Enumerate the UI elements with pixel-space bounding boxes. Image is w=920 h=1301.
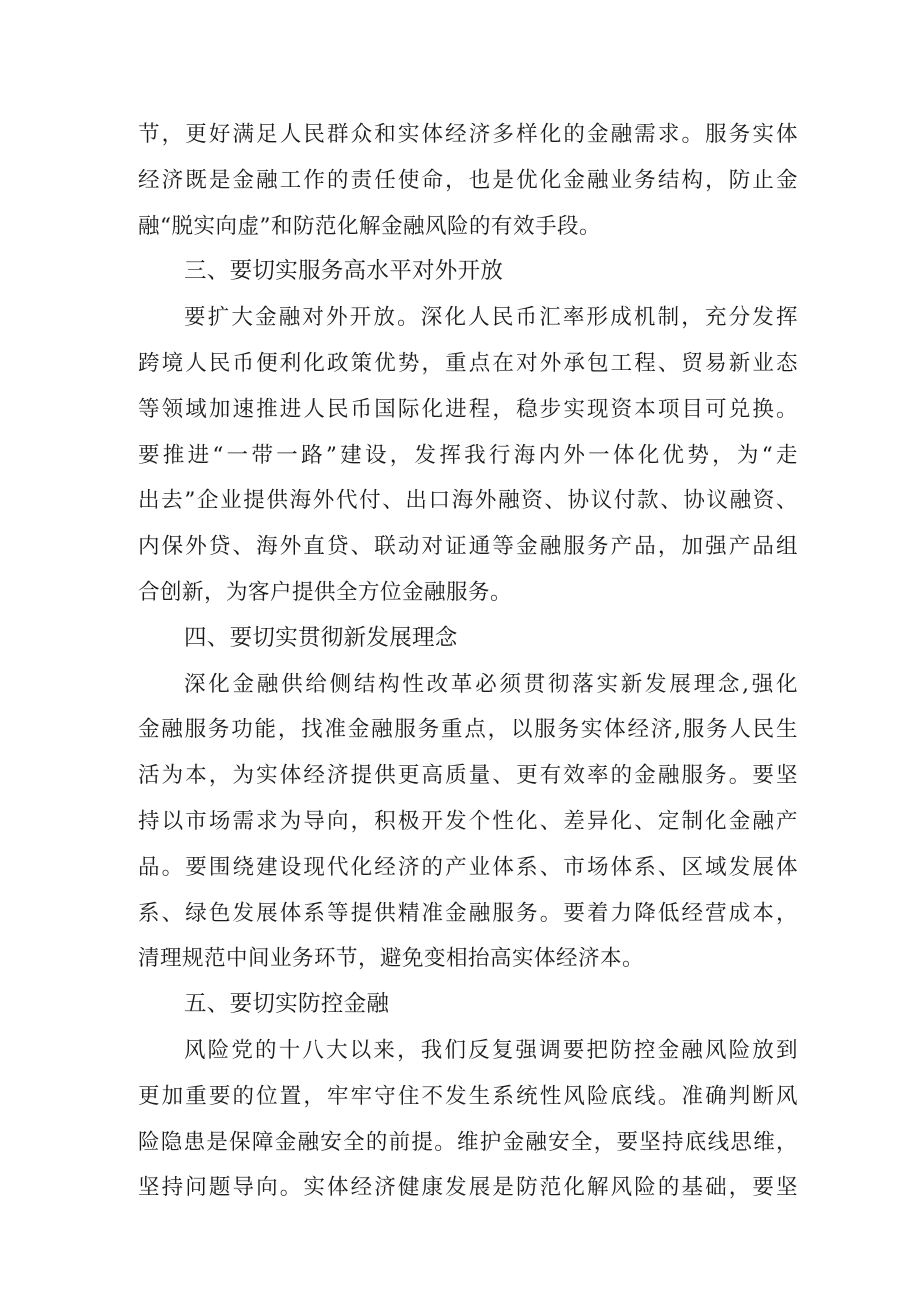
- text-line: 跨境人民币便利化政策优势，重点在对外承包工程、贸易新业态: [138, 350, 798, 376]
- paragraph-section-5: [138, 1028, 798, 1211]
- paragraph-section-4: [138, 662, 798, 983]
- text-line: 险隐患是保障金融安全的前提。维护金融安全，要坚持底线思维，: [138, 1129, 798, 1155]
- text-line: 要推进“一带一路”建设，发挥我行海内外一体化优势，为“走: [138, 442, 798, 468]
- text-line: 系、绿色发展体系等提供精准金融服务。要着力降低经营成本，: [138, 900, 798, 926]
- section-heading-4: 四、要切实贯彻新发展理念: [184, 624, 458, 651]
- text-line: 风险党的十八大以来，我们反复强调要把防控金融风险放到: [184, 1037, 798, 1063]
- text-line: 清理规范中间业务环节，避免变相抬高实体经济本。: [138, 946, 645, 972]
- text-line: 融“脱实向虚”和防范化解金融风险的有效手段。: [138, 213, 601, 239]
- paragraph-section-3: [138, 295, 798, 616]
- text-line: 要扩大金融对外开放。深化人民币汇率形成机制，充分发挥: [184, 305, 798, 331]
- text-line: 节，更好满足人民群众和实体经济多样化的金融需求。服务实体: [138, 122, 798, 147]
- text-line: 内保外贷、海外直贷、联动对证通等金融服务产品，加强产品组: [138, 534, 798, 560]
- text-line: 经济既是金融工作的责任使命，也是优化金融业务结构，防止金: [138, 167, 798, 193]
- text-line: 合创新，为客户提供全方位金融服务。: [138, 579, 513, 605]
- text-line: 更加重要的位置，牢牢守住不发生系统性风险底线。准确判断风: [138, 1083, 798, 1109]
- text-line: 金融服务功能，找准金融服务重点，以服务实体经济,服务人民生: [138, 717, 798, 743]
- section-heading-3: 三、要切实服务高水平对外开放: [184, 258, 504, 285]
- text-line: 持以市场需求为导向，积极开发个性化、差异化、定制化金融产: [138, 808, 798, 834]
- section-heading-5: 五、要切实防控金融: [184, 991, 390, 1018]
- text-line: 坚持问题导向。实体经济健康发展是防范化解风险的基础，要坚: [138, 1175, 798, 1201]
- text-line: 出去”企业提供海外代付、出口海外融资、协议付款、协议融资、: [138, 488, 798, 514]
- text-line: 活为本，为实体经济提供更高质量、更有效率的金融服务。要坚: [138, 763, 798, 789]
- document-page: [138, 112, 798, 1211]
- text-line: 深化金融供给侧结构性改革必须贯彻落实新发展理念,强化: [184, 671, 798, 697]
- text-line: 等领域加速推进人民币国际化进程，稳步实现资本项目可兑换。: [138, 396, 798, 422]
- paragraph-intro: [138, 112, 798, 249]
- text-line: 品。要围绕建设现代化经济的产业体系、市场体系、区域发展体: [138, 854, 798, 880]
